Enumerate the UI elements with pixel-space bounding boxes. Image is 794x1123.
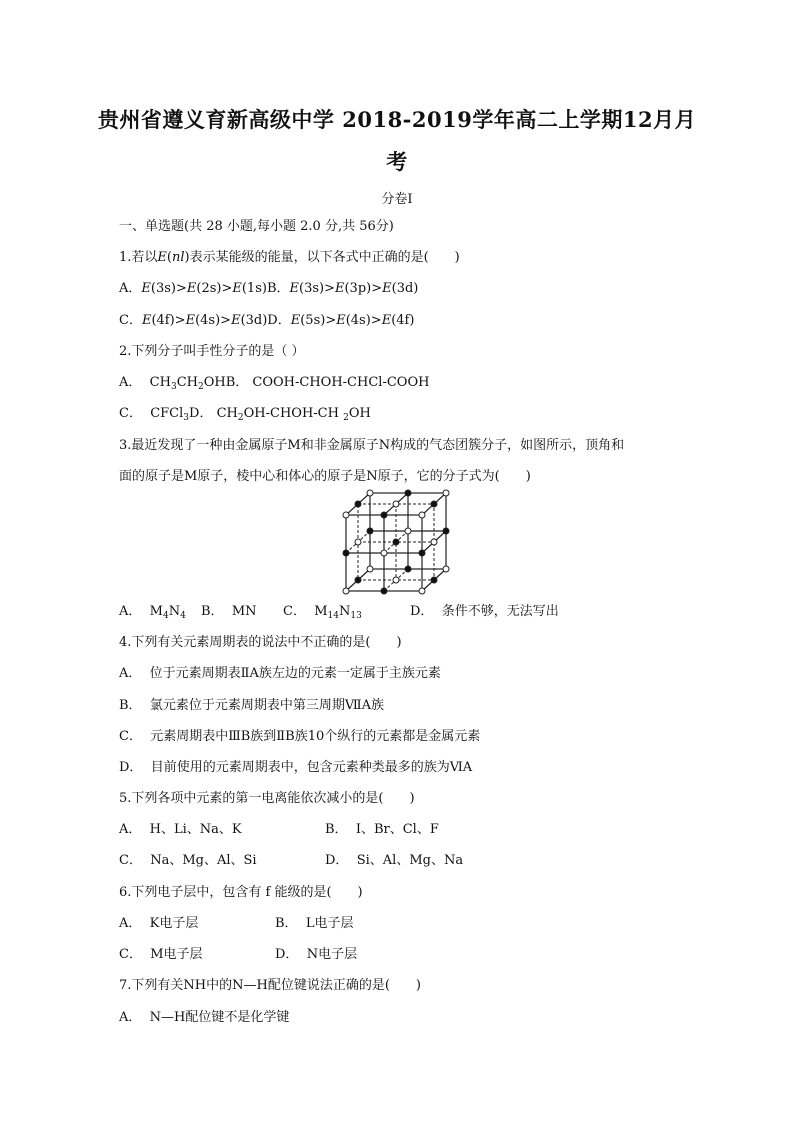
question-1-options-cd: C．E(4f)>E(4s)>E(3d)D．E(5s)>E(4s)>E(4f) — [119, 313, 415, 328]
question-4-stem: 4.下列有关元素周期表的说法中不正确的是( ) — [119, 635, 402, 650]
question-4-option-b: B． 氯元素位于元素周期表中第三周期ⅦA族 — [119, 698, 384, 713]
question-6-option-c: C． M电子层 — [119, 947, 203, 962]
question-6-stem: 6.下列电子层中，包含有 f 能级的是( ) — [119, 885, 363, 900]
question-3-stem-line2: 面的原子是M原子，棱中心和体心的原子是N原子，它的分子式为( ) — [119, 469, 531, 484]
cluster-cube-figure — [340, 489, 452, 599]
question-3-option-c: C． $M_{14}N_{13}$ — [283, 604, 362, 621]
question-2-options-cd: C． CFCl$_3$D． $CH_2OH-CHOH-CH$ $_2$OH — [119, 406, 371, 423]
question-6-option-d: D． N电子层 — [275, 947, 358, 962]
question-4-option-d: D． 目前使用的元素周期表中，包含元素种类最多的族为ⅥA — [119, 760, 473, 775]
question-5-option-c: C． Na、Mg、Al、Si — [119, 853, 257, 868]
section-label: 分卷I — [381, 192, 413, 207]
question-6-option-b: B． L电子层 — [275, 916, 354, 931]
question-1-options-ab: A．E(3s)>E(2s)>E(1s)B．E(3s)>E(3p)>E(3d) — [119, 281, 419, 296]
question-7-option-a: A． N—H配位键不是化学键 — [119, 1010, 290, 1025]
question-4-option-c: C． 元素周期表中ⅢB族到ⅡB族10个纵行的元素都是金属元素 — [119, 729, 481, 744]
page-title-line1: 贵州省遵义育新高级中学 2018-2019学年高二上学期12月月 — [97, 107, 697, 132]
question-3-option-d: D． 条件不够，无法写出 — [410, 604, 559, 619]
question-5-option-b: B． I、Br、Cl、F — [325, 822, 439, 837]
question-2-stem: 2.下列分子叫手性分子的是（ ） — [119, 344, 305, 359]
question-3-option-a: A． $M_4N_4$ — [119, 604, 186, 621]
question-2-options-ab: A． $CH_3CH_2OHB$． COOH-CHOH-CHCl-COOH — [119, 375, 430, 392]
question-3-option-b: B． MN — [201, 604, 257, 619]
question-5-option-a: A． H、Li、Na、K — [119, 822, 242, 837]
page-title-line2: 考 — [386, 149, 408, 174]
question-3-stem-line1: 3.最近发现了一种由金属原子M和非金属原子N构成的气态团簇分子，如图所示，顶角和 — [119, 438, 625, 453]
question-7-stem: 7.下列有关NH中的N—H配位键说法正确的是( ) — [119, 978, 421, 993]
question-4-option-a: A． 位于元素周期表ⅡA族左边的元素一定属于主族元素 — [119, 666, 441, 681]
question-6-option-a: A． K电子层 — [119, 916, 199, 931]
part-heading: 一、单选题(共 28 小题,每小题 2.0 分,共 56分) — [119, 219, 394, 234]
question-5-option-d: D． Si、Al、Mg、Na — [325, 853, 464, 868]
question-1-stem: 1.若以E(nl)表示某能级的能量，以下各式中正确的是( ) — [119, 250, 460, 265]
question-5-stem: 5.下列各项中元素的第一电离能依次减小的是( ) — [119, 791, 415, 806]
